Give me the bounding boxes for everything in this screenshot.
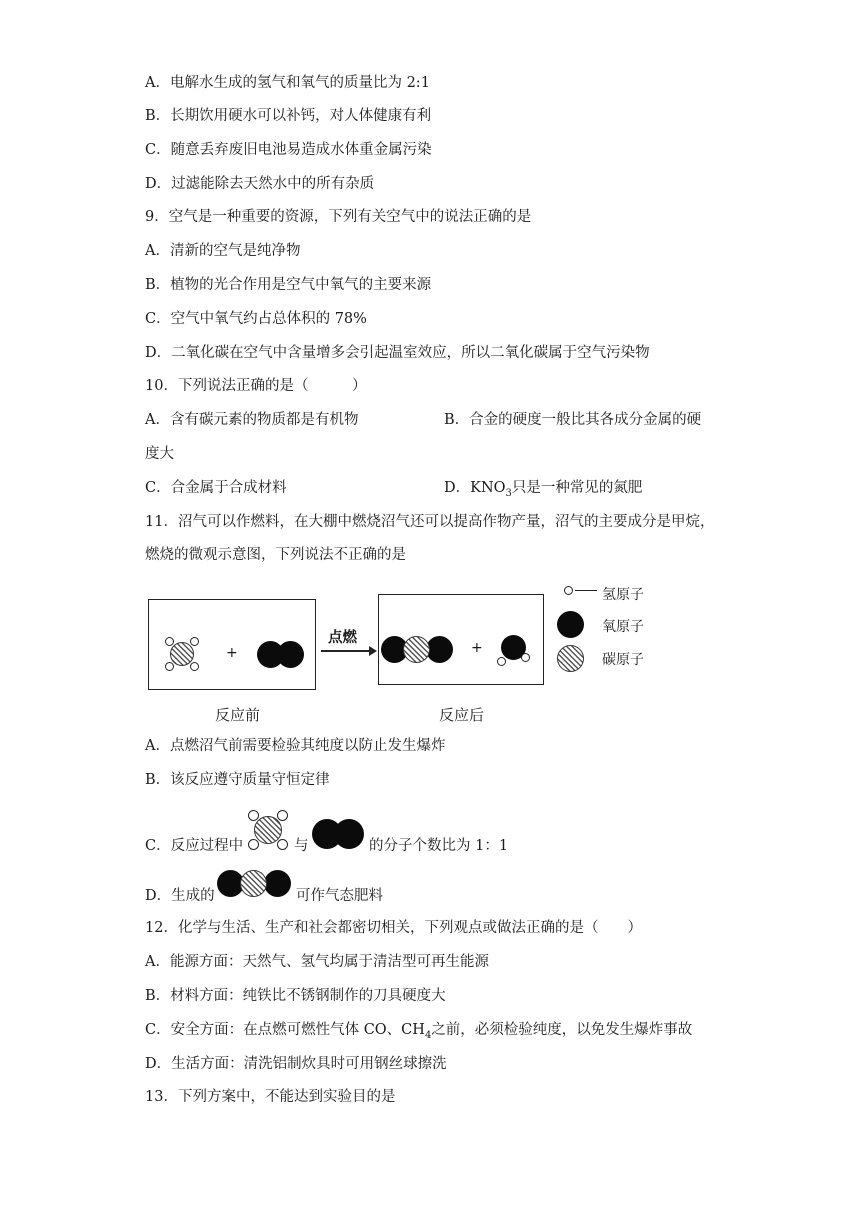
hydrogen-atom	[165, 662, 174, 671]
oxygen-atom	[334, 819, 364, 849]
q10-option-a: A．含有碳元素的物质都是有机物	[145, 412, 359, 428]
hydrogen-legend-icon	[564, 586, 573, 595]
q12-stem: 12．化学与生活、生产和社会都密切相关，下列观点或做法正确的是（ ）	[145, 920, 642, 936]
q11-option-d-pre: D．生成的	[145, 888, 215, 904]
q12-option-c: C．安全方面：在点燃可燃性气体 CO、$CH_4$之前，必须检验纯度，以免发生爆炸事故	[145, 1022, 693, 1041]
carbon-atom	[403, 636, 430, 663]
q9-option-d: D．二氧化碳在空气中含量增多会引起温室效应，所以二氧化碳属于空气污染物	[145, 345, 650, 361]
plus-sign: +	[226, 645, 238, 661]
q8-option-a: A．电解水生成的氢气和氧气的质量比为 2:1	[145, 75, 430, 91]
before-label: 反应前	[215, 706, 261, 724]
reaction-arrow	[321, 650, 371, 652]
oxygen-legend-icon	[557, 611, 584, 638]
hydrogen-atom	[277, 839, 288, 850]
q11-option-c-mid: 与	[294, 838, 309, 854]
hydrogen-atom	[190, 637, 199, 646]
q9-option-c: C．空气中氧气约占总体积的 78%	[145, 311, 367, 327]
q11-option-a: A．点燃沼气前需要检验其纯度以防止发生爆炸	[145, 738, 446, 754]
arrow-head-icon	[369, 646, 377, 656]
q10-option-b-continued: 度大	[145, 446, 174, 462]
hydrogen-atom	[165, 637, 174, 646]
q11-stem-line1: 11．沼气可以作燃料，在大棚中燃烧沼气还可以提高作物产量，沼气的主要成分是甲烷，	[145, 514, 715, 530]
q10-option-d: D．$KNO_3$只是一种常见的氮肥	[444, 480, 643, 499]
legend-carbon-label: 碳原子	[602, 652, 644, 668]
oxygen-atom	[426, 636, 453, 663]
q9-option-b: B．植物的光合作用是空气中氧气的主要来源	[145, 277, 432, 293]
hydrogen-atom	[248, 839, 259, 850]
carbon-legend-icon	[557, 645, 584, 672]
legend-oxygen-label: 氧原子	[602, 619, 644, 635]
before-box	[148, 599, 316, 690]
arrow-label: 点燃	[328, 630, 357, 646]
methane-molecule	[164, 636, 200, 672]
q11-option-c-pre: C．反应过程中	[145, 838, 244, 854]
q10-option-b: B．合金的硬度一般比其各成分金属的硬	[444, 412, 702, 428]
q13-stem: 13．下列方案中，不能达到实验目的是	[145, 1089, 396, 1105]
q11-option-d-post: 可作气态肥料	[296, 888, 383, 904]
q8-option-d: D．过滤能除去天然水中的所有杂质	[145, 176, 375, 192]
carbon-atom	[240, 870, 267, 897]
hydrogen-atom	[190, 662, 199, 671]
oxygen-atom	[277, 641, 304, 668]
q9-stem: 9．空气是一种重要的资源，下列有关空气中的说法正确的是	[145, 209, 532, 225]
plus-sign: +	[471, 640, 483, 656]
oxygen-atom	[264, 870, 291, 897]
water-molecule	[496, 633, 536, 669]
q10-option-c: C．合金属于合成材料	[145, 480, 287, 496]
after-label: 反应后	[439, 706, 485, 724]
q8-option-b: B．长期饮用硬水可以补钙，对人体健康有利	[145, 108, 432, 124]
inline-methane-icon	[246, 808, 290, 852]
legend-hydrogen-label: 氢原子	[602, 587, 644, 603]
hydrogen-atom	[521, 653, 530, 662]
q8-option-c: C．随意丢弃废旧电池易造成水体重金属污染	[145, 142, 432, 158]
q11-option-b: B．该反应遵守质量守恒定律	[145, 772, 330, 788]
q12-option-d: D．生活方面：清洗铝制炊具时可用钢丝球擦洗	[145, 1056, 447, 1072]
q11-option-c-post: 的分子个数比为 1：1	[369, 838, 509, 854]
q9-option-a: A．清新的空气是纯净物	[145, 243, 301, 259]
after-box	[378, 594, 544, 685]
q11-stem-line2: 燃烧的微观示意图，下列说法不正确的是	[145, 547, 406, 563]
legend-line	[575, 590, 597, 591]
hydrogen-atom	[497, 657, 506, 666]
inline-co2-icon	[217, 870, 293, 900]
hydrogen-atom	[277, 810, 288, 821]
inline-oxygen-icon	[312, 819, 366, 851]
q10-stem: 10．下列说法正确的是（ ）	[145, 378, 367, 394]
hydrogen-atom	[248, 810, 259, 821]
q12-option-a: A．能源方面：天然气、氢气均属于清洁型可再生能源	[145, 954, 489, 970]
q12-option-b: B．材料方面：纯铁比不锈钢制作的刀具硬度大	[145, 988, 446, 1004]
oxygen-molecule	[257, 641, 305, 669]
co2-molecule	[379, 636, 457, 664]
